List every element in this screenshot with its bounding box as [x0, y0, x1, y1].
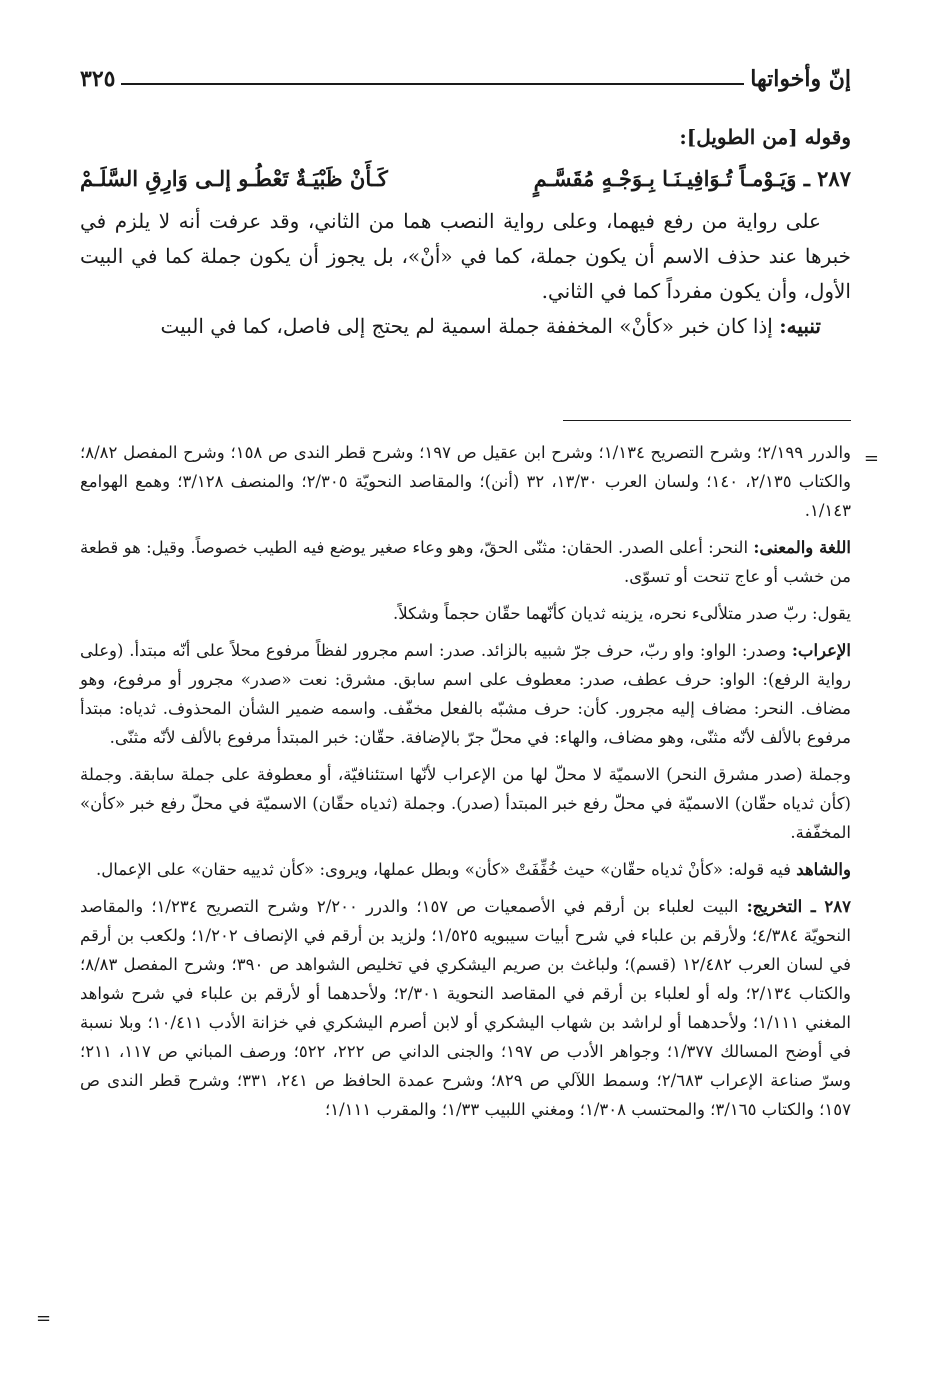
continuation-mark-top: = — [863, 448, 879, 469]
verse-second-hemistich: كَـأَنْ ظَبْيَـةٌ تَعْطُـو إلـى وَارِقِ السَّلَـمْ — [80, 166, 388, 191]
continuation-mark-bottom: = — [36, 1308, 52, 1329]
header-rule — [121, 83, 744, 85]
page-number: ٣٢٥ — [80, 66, 116, 92]
verse-intro: وقوله [من الطويل]: — [679, 125, 851, 149]
verse-number: ٢٨٧ ـ — [803, 166, 851, 191]
tanbih-paragraph — [80, 309, 851, 344]
footnote-references: والدرر ٢/١٩٩؛ وشرح التصريح ١/١٣٤؛ وشرح ابن عقيل ص ١٩٧؛ وشرح قطر الندى ص ١٥٨؛ وشرح المفصل ٨/٨٢؛ والكتاب ٢/١٣٥، ١٤٠؛ ولسان العرب ١٣/٣٠، ٣٢ (أنن)؛ والمقاصد النحويّة ٢/٣٠٥؛ والمنصف ٣/١٢٨؛ وهمع الهوامع ١/١٤٣. — [80, 443, 852, 520]
takhrij-label: ٢٨٧ ـ التخريج: — [746, 897, 851, 916]
footnote-jumla: وجملة (صدر مشرق النحر) الاسميّة لا محلّ لها من الإعراب لأنّها استئنافيّة، أو معطوفة على جملة سابقة. وجملة (كأن ثدياه حقّان) الاسميّة في محلّ رفع خبر المبتدأ (صدر). وجملة (ثدياه حقّان) الاسميّة في محلّ رفع خبر «كأن» المخفّفة. — [80, 765, 851, 842]
lugha-text: النحر: أعلى الصدر. الحقان: مثنّى الحقّ، وهو وعاء صغير يوضع فيه الطيب خصوصاً. وقيل: هو قطعة من خشب أو عاج تنحت أو تسوّى. — [80, 538, 851, 586]
footnote-shahid — [80, 855, 851, 884]
tanbih-label: تنبيه: — [779, 314, 821, 338]
verse-line — [80, 161, 851, 196]
shahid-text: فيه قوله: «كأنْ ثدياه حقّان» حيث خُفِّفَتْ «كأن» وبطل عملها، ويروى: «كأن ثدييه حقان» على الإعمال. — [96, 860, 797, 879]
body-paragraph: على رواية من رفع فيهما، وعلى رواية النصب هما من الثاني، وقد عرفت أنه لا يلزم في خبرها عند حذف الاسم أن يكون جملة، كما في «أنْ»، بل يجوز أن يكون جملة كما في البيت الأول، وأن يكون مفرداً كما في الثاني. — [80, 209, 851, 303]
lugha-label: اللغة والمعنى: — [753, 538, 851, 557]
takhrij-text: البيت لعلباء بن أرقم في الأصمعيات ص ١٥٧؛ والدرر ٢/٢٠٠ وشرح التصريح ١/٢٣٤؛ والمقاصد النحويّة ٤/٣٨٤؛ ولأرقم بن علباء في شرح أبيات سيبويه ١/٥٢٥؛ ولزيد بن أرقم في الإنصاف ١/٢٠٢؛ ولكعب بن أرقم في لسان العرب ١٢/٤٨٢ (قسم)؛ ولباغث بن صريم اليشكري في تخليص الشواهد ص ٣٩٠؛ وشرح المفصل ٨/٨٣؛ والكتاب ٢/١٣٤؛ وله أو لعلباء بن أرقم في المقاصد النحوية ٢/٣٠١؛ ولأحدهما أو لأرقم بن علباء في شرح شواهد المغني ١/١١١؛ ولأحدهما أو لراشد بن شهاب اليشكري أو لابن أصرم اليشكري في خزانة الأدب ١٠/٤١١؛ وبلا نسبة في أوضح المسالك ١/٣٧٧؛ وجواهر الأدب ص ١٩٧؛ والجنى الداني ص ٢٢٢، ٥٢٢؛ ورصف المباني ص ١١٧، ٢١١؛ وسرّ صناعة الإعراب ٢/٦٨٣؛ وسمط اللآلي ص ٨٢٩؛ وشرح عمدة الحافظ ص ٢٤١، ٣٣١؛ وشرح قطر الندى ص ١٥٧؛ والكتاب ٣/١٦٥؛ والمحتسب ١/٣٠٨؛ ومغني اللبيب ١/٣٣؛ والمقرب ١/١١١؛ — [80, 897, 852, 1119]
tanbih-text: إذا كان خبر «كأنْ» المخففة جملة اسمية لم يحتج إلى فاصل، كما في البيت — [160, 314, 780, 338]
chapter-title: إنّ وأخواتها — [750, 66, 851, 92]
footnote-meaning: يقول: ربّ صدر متلألىء نحره، يزينه ثديان كأنّهما حقّان حجماً وشكلاً. — [393, 604, 851, 623]
footnote-lugha — [80, 533, 851, 591]
footnote-divider — [563, 420, 851, 421]
running-header — [80, 58, 851, 92]
irab-text: وصدر: الواو: واو ربّ، حرف جرّ شبيه بالزائد. صدر: اسم مجرور لفظاً مرفوع محلاً على أنّه مبتدأ. (وعلى رواية الرفع): الواو: حرف عطف، صدر: معطوف على اسم سابق. مشرق: نعت «صدر» مجرور أو مرفوع، وهو مضاف. النحر: مضاف إليه مجرور. كأن: حرف مشبّه بالفعل مخفّف. واسمه ضمير الشأن المحذوف. ثدياه: مبتدأ مرفوع بالألف لأنّه مثنّى، وهو مضاف، والهاء: في محلّ جرّ بالإضافة. حقّان: خبر المبتدأ مرفوع بالألف لأنّه مثنّى. — [80, 641, 851, 747]
verse-first-hemistich — [534, 161, 851, 196]
main-text — [80, 120, 851, 344]
footnotes — [80, 438, 851, 1132]
verse-first-text: وَيَـوْمـاً تُـوَافِيـنَـا بِـوَجْـهٍ مُقَسَّـمٍ — [533, 166, 797, 191]
irab-label: الإعراب: — [791, 641, 851, 660]
footnote-takhrij — [80, 892, 851, 1124]
footnote-irab — [80, 636, 851, 752]
shahid-label: والشاهد — [796, 860, 851, 879]
